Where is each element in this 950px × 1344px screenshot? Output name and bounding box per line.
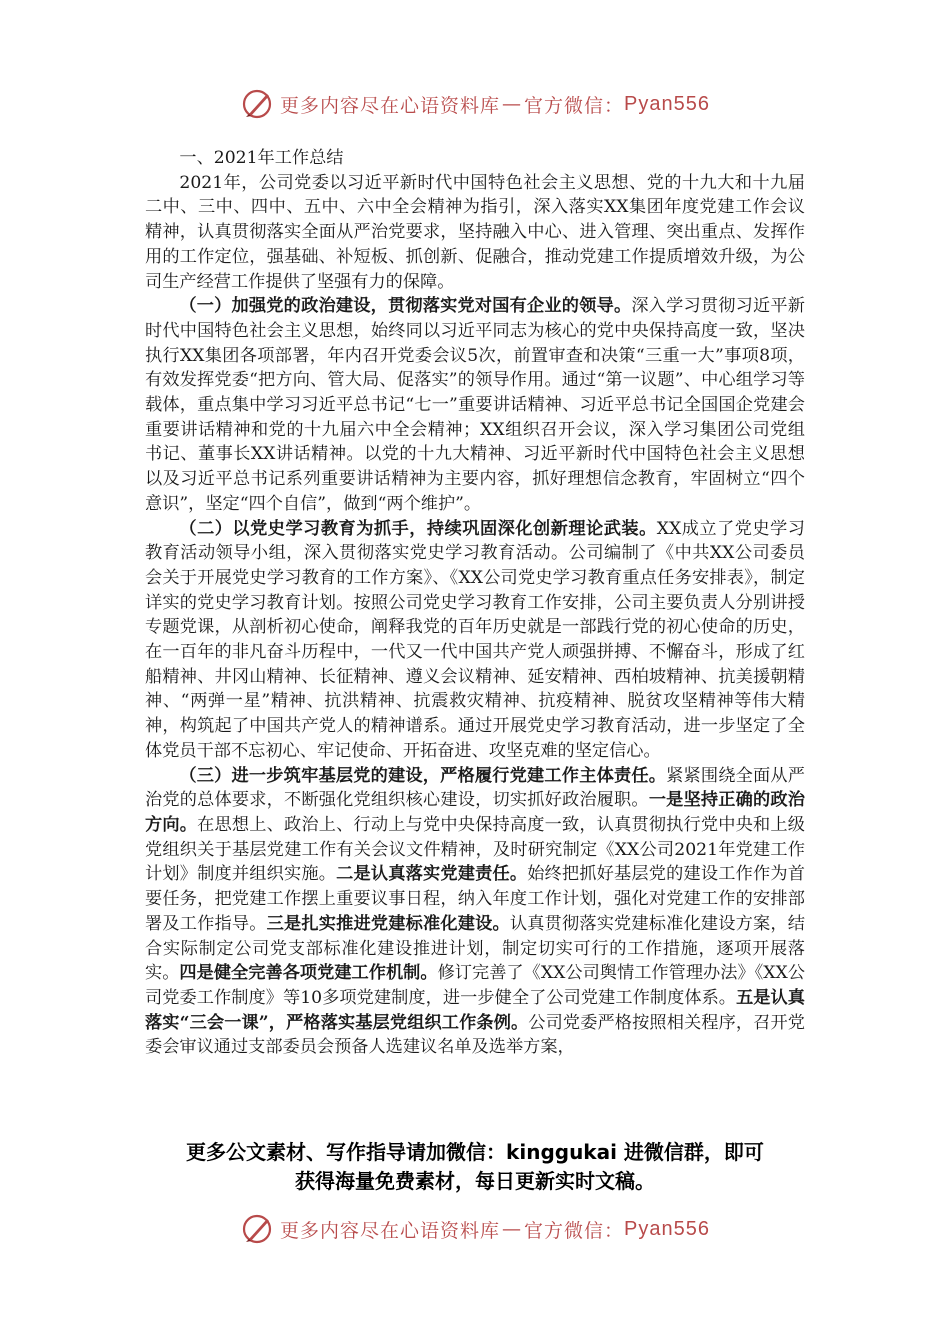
document-body — [145, 146, 805, 1060]
paragraph-text: 深入学习贯彻习近平新时代中国特色社会主义思想，始终同以习近平同志为核心的党中央保持高度一致，坚决执行XX集团各项部署，年内召开党委会议5次，前置审查和决策“三重一大”事项8项，有效发挥党委“把方向、管大局、促落实”的领导作用。通过“第一议题”、中心组学习等载体，重点集中学习习近平总书记“七一”重要讲话精神、习近平总书记全国国企党建会重要讲话精神和党的十九届六中全会精神；XX组织召开会议，深入学习集团公司党组书记、董事长XX讲话精神。以党的十九大精神、习近平新时代中国特色社会主义思想以及习近平总书记系列重要讲话精神为主要内容，抓好理想信念教育，牢固树立“四个意识”，坚定“四个自信”，做到“两个维护”。 — [145, 296, 805, 514]
point-heading: 一是坚持正确的政治方向。 — [145, 790, 805, 835]
point-heading: 三是扎实推进党建标准化建设。 — [266, 913, 510, 934]
paragraph-party-history — [145, 517, 805, 764]
point-heading: 二是认真落实党建责任。 — [336, 864, 528, 885]
paragraph-heading: （一）加强党的政治建设，贯彻落实党对国有企业的领导。 — [179, 296, 632, 317]
paragraph-text: 公司党委严格按照相关程序，召开党委会审议通过支部委员会预备人选建议名单及选举方案， — [145, 1012, 805, 1058]
paragraph-political-building — [145, 294, 805, 516]
watermark-wechat-id: Pyan556 — [624, 1217, 710, 1240]
promo-line: 更多公文素材、写作指导请加微信：kinggukai 进微信群，即可 — [186, 1140, 764, 1164]
paragraph-text: 在思想上、政治上、行动上与党中央保持高度一致，认真贯彻执行党中央和上级党组织关于基层党建工作有关会议文件精神，及时研究制定《XX公司2021年党建工作计划》制度并组织实施。 — [145, 814, 805, 885]
pen-logo-icon — [240, 87, 274, 121]
paragraph-heading: （三）进一步筑牢基层党的建设，严格履行党建工作主体责任。 — [179, 765, 667, 786]
intro-paragraph: 2021年，公司党委以习近平新时代中国特色社会主义思想、党的十九大和十九届二中、三中、四中、五中、六中全会精神为指引，深入落实XX集团年度党建工作会议精神，认真贯彻落实全面从严治党要求，坚持融入中心、进入管理、突出重点、发挥作用的工作定位，强基础、补短板、抓创新、促融合，推动党建工作提质增效升级，为公司生产经营工作提供了坚强有力的保障。 — [145, 172, 805, 292]
pen-logo-icon — [240, 1212, 274, 1246]
paragraph-text: 修订完善了《XX公司舆情工作管理办法》《XX公司党委工作制度》等10多项党建制度，进一步健全了公司党建工作制度体系。 — [145, 963, 805, 1008]
watermark-wechat-id: Pyan556 — [624, 92, 710, 115]
paragraph-heading: （二）以党史学习教育为抓手，持续巩固深化创新理论武装。 — [179, 518, 657, 539]
header-watermark — [0, 84, 950, 124]
promo-line: 获得海量免费素材，每日更新实时文稿。 — [295, 1169, 655, 1193]
watermark-text: 更多内容尽在心语资料库 — [280, 1219, 501, 1242]
paragraph-text: XX成立了党史学习教育活动领导小组，深入贯彻落实党史学习教育活动。公司编制了《中共XX公司委员会关于开展党史学习教育的工作方案》、《XX公司党史学习教育重点任务安排表》，制定详实的党史学习教育计划。按照公司党史学习教育工作安排，公司主要负责人分别讲授专题党课，从剖析初心使命，阐释我党的百年历史就是一部践行党的初心使命的历史，在一百年的非凡奋斗历程中，一代又一代中国共产党人顽强拼搏、不懈奋斗，形成了红船精神、井冈山精神、长征精神、遵义会议精神、延安精神、西柏坡精神、抗美援朝精神、“两弹一星”精神、抗洪精神、抗震救灾精神、抗疫精神、脱贫攻坚精神等伟大精神，构筑起了中国共产党人的精神谱系。通过开展党史学习教育活动，进一步坚定了全体党员干部不忘初心、牢记使命、开拓奋进、攻坚克难的坚定信心。 — [145, 518, 805, 761]
watermark-separator: — — [502, 1218, 523, 1240]
promo-banner — [120, 1138, 830, 1196]
footer-watermark — [0, 1209, 950, 1249]
point-heading: 四是健全完善各项党建工作机制。 — [179, 963, 438, 984]
section-title: 一、2021年工作总结 — [179, 148, 344, 168]
paragraph-text: 始终把抓好基层党的建设工作作为首要任务，把党建工作摆上重要议事日程，纳入年度工作计划，强化对党建工作的安排部署及工作指导。 — [145, 864, 805, 934]
paragraph-text: 认真贯彻落实党建标准化建设方案，结合实际制定公司党支部标准化建设推进计划，制定切实可行的工作措施，逐项开展落实。 — [145, 913, 805, 984]
watermark-official-label: 官方微信： — [524, 1219, 625, 1242]
paragraph-grassroots — [145, 764, 805, 1060]
watermark-text: 更多内容尽在心语资料库 — [280, 94, 501, 117]
paragraph-text: 紧紧围绕全面从严治党的总体要求，不断强化党组织核心建设，切实抓好政治履职。 — [145, 765, 805, 811]
point-heading: 五是认真落实“三会一课”，严格落实基层党组织工作条例。 — [145, 987, 805, 1033]
watermark-separator: — — [502, 93, 523, 115]
watermark-official-label: 官方微信： — [524, 94, 625, 117]
